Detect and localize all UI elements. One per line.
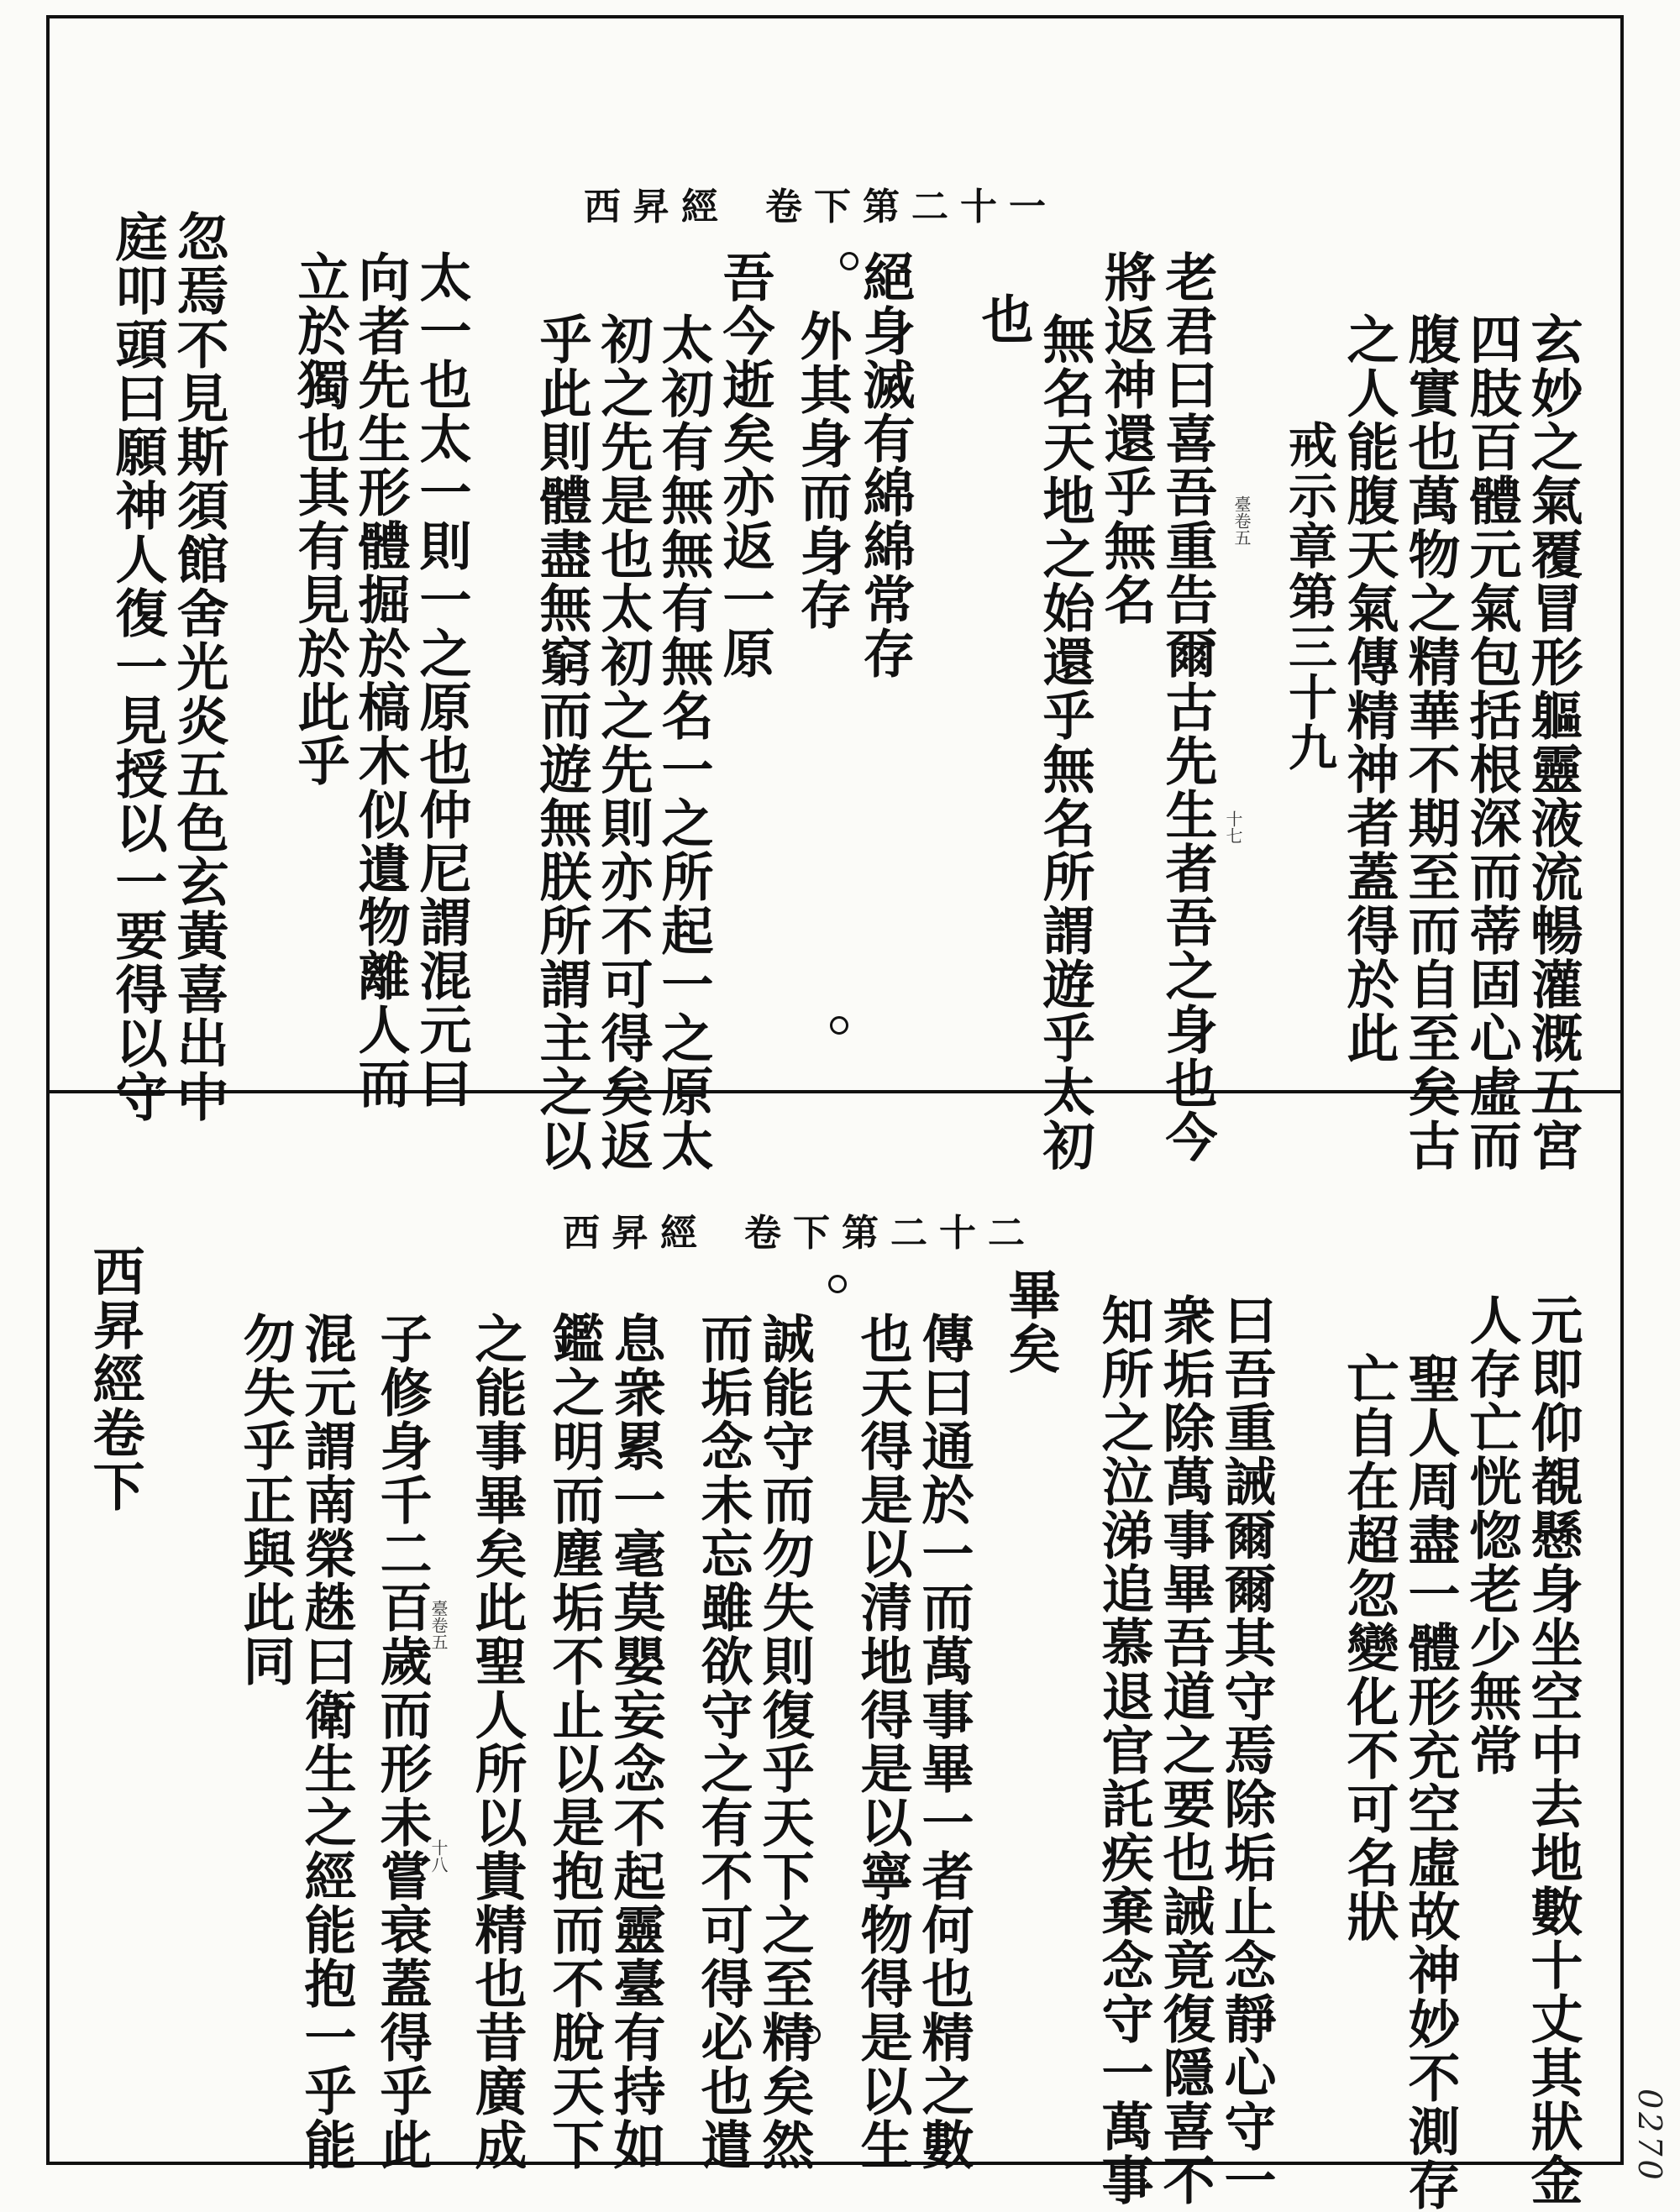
lower-note-2: 十八 [428,1839,449,1873]
lower-header-volume: 卷下第二十二 [744,1212,1037,1255]
lower-col-5: 曰吾重誡爾爾其守焉除垢止念靜心守一 [1215,1293,1277,2207]
upper-col-7: 將返神還乎無名 [1095,250,1157,626]
lower-col-6: 衆垢除萬事畢吾道之要也誡竟復隱喜不 [1154,1293,1215,2207]
lower-col-9: 傳曰通於一而萬事畢一者何也精之數 [913,1312,974,2172]
upper-col-1: 玄妙之氣覆冒形軀靈液流暢灌溉五宮 [1522,312,1583,1172]
lower-col-7: 知所之泣涕追慕退官託疾棄念守一萬事 [1093,1293,1154,2207]
upper-note-2: 十七 [1223,810,1243,844]
lower-col-1: 元即仰覩懸身坐空中去地數十丈其狀金 [1522,1293,1583,2207]
upper-circle-mark-1 [840,252,858,270]
lower-col-17: 混元謂南榮趎曰衛生之經能抱一乎能 [296,1312,357,2172]
lower-col-18: 勿失乎正與此同 [234,1312,296,1688]
upper-header [584,176,1058,230]
page-divider [46,1090,1624,1093]
upper-col-4: 之人能腹天氣傳精神者蓋得於此 [1338,312,1399,1065]
upper-col-15: 乎此則體盡無窮而遊無朕所謂主之以 [531,312,592,1172]
lower-col-14: 鑑之明而塵垢不止以是抱而不脫天下 [543,1312,605,2172]
lower-col-15: 之能事畢矣此聖人所以貴精也昔廣成 [466,1312,528,2172]
lower-col-3: 聖人周盡一體形充空虛故神妙不測存 [1399,1352,1461,2212]
lower-col-19-closing-title: 西昇經卷下 [84,1245,145,1513]
upper-col-11: 外其身而身存 [791,309,853,632]
upper-col-16: 太一也太一則一之原也仲尼謂混元曰 [411,250,472,1110]
upper-col-19: 忽焉不見斯須館舍光炎五色玄黃喜出中 [168,210,229,1124]
upper-col-5-chapter-title: 戒示章第三十九 [1280,420,1337,773]
upper-col-13: 太初有無無有無名一之所起一之原太 [653,312,714,1172]
lower-col-11: 誠能守而勿失則復乎天下之至精矣然 [753,1312,815,2172]
upper-col-18: 立於獨也其有見於此乎 [289,250,350,788]
lower-col-2: 人存亡恍惚老少無常 [1461,1293,1522,1777]
lower-col-16: 子修身千二百歲而形未嘗衰蓋得乎此 [371,1312,433,2172]
upper-col-20: 庭叩頭曰願神人復一見授以一要得以守 [107,210,168,1124]
lower-col-4: 亡自在超忽變化不可名狀 [1338,1352,1399,1943]
upper-col-17: 向者先生形體掘於槁木似遺物離人而 [349,250,411,1110]
lower-col-10: 也天得是以清地得是以寧物得是以生 [852,1312,913,2172]
upper-note-1: 臺卷五 [1231,495,1252,546]
lower-col-8: 畢矣 [1000,1268,1061,1376]
upper-col-8: 無名天地之始還乎無名所謂遊乎太初 [1034,312,1095,1172]
upper-col-9: 也 [973,292,1034,346]
lower-note-1: 臺卷五 [428,1600,449,1650]
lower-col-13: 息衆累一毫莫嬰妄念不起靈臺有持如 [605,1312,666,2172]
upper-col-12: 吾今逝矣亦返一原 [714,250,775,680]
upper-col-2: 四肢百體元氣包括根深而蒂固心虛而 [1461,312,1522,1172]
upper-circle-mark-2 [830,1016,848,1035]
lower-circle-mark-2 [802,2026,821,2044]
margin-page-number: 0270 [1631,2089,1668,2183]
upper-col-10: 絕身滅有綿綿常存 [854,250,916,680]
upper-col-3: 腹實也萬物之精華不期至而自至矣古 [1399,312,1461,1172]
lower-circle-mark-1 [828,1275,847,1293]
lower-header-title: 西昇經 [563,1212,709,1255]
upper-header-title: 西昇經 [584,186,730,228]
upper-col-14: 初之先是也太初之先則亦不可得矣返 [592,312,654,1172]
lower-col-12: 而垢念未忘雖欲守之有不可得必也遣 [692,1312,753,2172]
upper-header-volume: 卷下第二十一 [765,186,1058,228]
lower-header [563,1203,1037,1256]
upper-col-6: 老君曰喜吾重告爾古先生者吾之身也今 [1157,250,1218,1164]
